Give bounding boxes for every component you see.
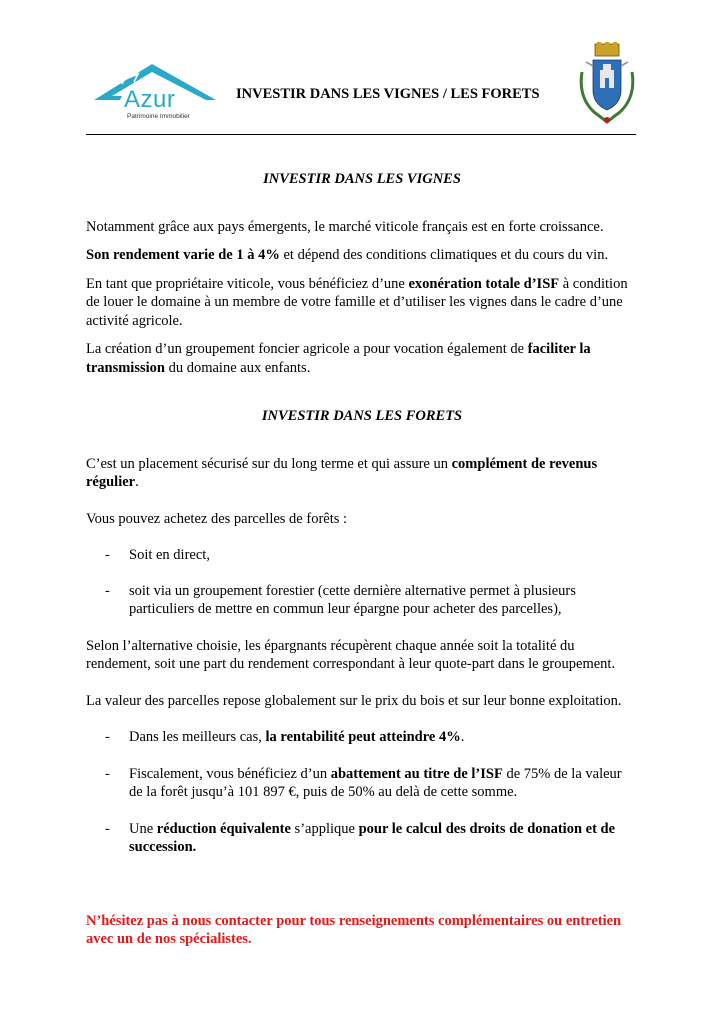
- bold-text: Son rendement varie de 1 à 4%: [86, 247, 280, 263]
- dash-bullet: -: [105, 582, 110, 599]
- list-item: [86, 582, 638, 619]
- text: La création d’un groupement foncier agricole a pour vocation également de: [86, 341, 528, 357]
- coat-of-arms-icon: [576, 42, 638, 126]
- paragraph: [86, 340, 638, 377]
- logo-tagline: Patrimoine Immobilier: [127, 113, 190, 120]
- bold-text: réduction équivalente: [156, 820, 291, 837]
- list-item: [86, 728, 638, 747]
- text: soit via un groupement forestier (cette dernière alternative permet à plusieurs particuliers de mettre en commun leur épargne pour acheter des parcelles),: [129, 582, 576, 617]
- text: à condition de louer le domaine à un membre de votre famille et d’utiliser les vignes dans le cadre d’une activité agricole.: [86, 275, 628, 329]
- text: et dépend des conditions climatiques et du cours du vin.: [279, 247, 609, 263]
- dash-bullet: -: [105, 547, 110, 563]
- header-divider: [86, 134, 636, 135]
- text: En tant que propriétaire viticole, vous bénéficiez d’une: [86, 275, 409, 292]
- paragraph: [86, 275, 638, 331]
- paragraph: Notamment grâce aux pays émergents, le marché viticole français est en forte croissance.: [86, 218, 604, 235]
- bold-text: complément de revenus régulier: [86, 455, 598, 490]
- list-item: [86, 765, 638, 802]
- bold-text: pour le calcul des droits de donation et de succession.: [129, 820, 616, 855]
- logo-brand-text: Azur: [124, 86, 176, 113]
- dash-bullet: -: [105, 729, 110, 745]
- bold-text: faciliter la transmission: [86, 341, 591, 376]
- bold-text: exonération totale d’ISF: [408, 275, 560, 292]
- document-body: [86, 170, 638, 949]
- text: Fiscalement, vous bénéficiez d’un: [129, 765, 331, 782]
- paragraph: La valeur des parcelles repose globalement sur le prix du bois et sur leur bonne exploitation.: [86, 692, 622, 709]
- list-item: [86, 546, 638, 565]
- section-title-forets: INVESTIR DANS LES FORETS: [261, 408, 463, 424]
- list-item: [86, 820, 638, 857]
- text: .: [135, 474, 139, 490]
- azur-logo: [92, 58, 220, 124]
- contact-call-to-action: N’hésitez pas à nous contacter pour tous renseignements complémentaires ou entretien avec un de nos spécialistes.: [86, 912, 622, 947]
- header-title: INVESTIR DANS LES VIGNES / LES FORETS: [236, 86, 540, 102]
- bold-text: abattement au titre de l’ISF: [330, 765, 503, 782]
- text: de 75% de la valeur de la forêt jusqu’à 101 897 €, puis de 50% au delà de cette somme.: [129, 765, 622, 800]
- options-list: [86, 546, 638, 619]
- text: Soit en direct,: [129, 547, 210, 563]
- dash-bullet: -: [105, 820, 110, 837]
- text: .: [460, 729, 465, 745]
- paragraph: Selon l’alternative choisie, les épargnants récupèrent chaque année soit la totalité du rendement, soit une part du rendement correspondant à leur quote-part dans le groupement.: [86, 637, 616, 672]
- text: Une: [129, 820, 157, 837]
- text: s’applique: [290, 820, 359, 837]
- paragraph: [86, 246, 638, 265]
- benefits-list: [86, 728, 638, 857]
- text: du domaine aux enfants.: [164, 359, 311, 376]
- dash-bullet: -: [105, 765, 110, 782]
- paragraph: [86, 455, 638, 492]
- section-title-vignes: INVESTIR DANS LES VIGNES: [263, 171, 461, 187]
- text: Dans les meilleurs cas,: [129, 729, 266, 745]
- bold-text: la rentabilité peut atteindre 4%: [265, 729, 461, 745]
- text: C’est un placement sécurisé sur du long terme et qui assure un: [86, 455, 452, 472]
- paragraph: Vous pouvez achetez des parcelles de forêts :: [86, 510, 348, 527]
